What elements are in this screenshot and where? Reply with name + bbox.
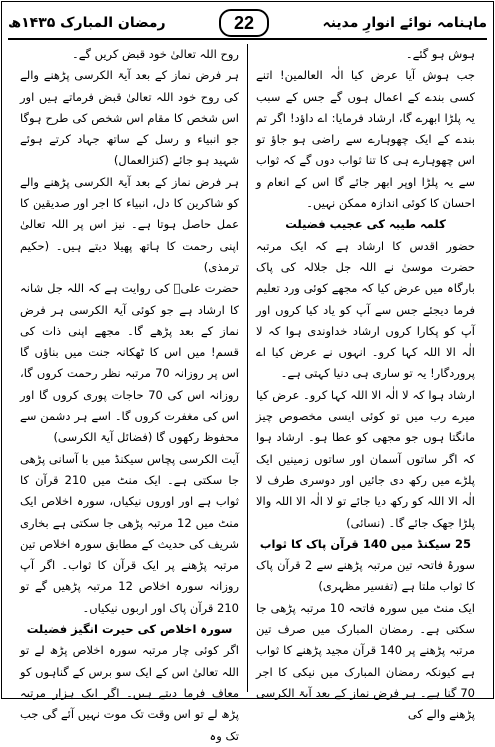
right-column	[248, 44, 483, 722]
paragraph: اگر کوئی چار مرتبہ سورہ اخلاص پڑھ لے تو اللہ تعالیٰ اس کے ایک سو برس کے گناہوں کو معاف فرما دیتے ہیں۔ اگر ایک ہزار مرتبہ پڑھ لے تو اس وقت تک موت نہیں آئے گی جب تک وہ	[20, 643, 239, 743]
paragraph: ہر فرض نماز کے بعد آیۃ الکرسی پڑھنے والے کی روح خود اللہ تعالیٰ قبض فرماتے ہیں اور اس شخص کا مقام اس شخص کی طرح ہوگا جو انبیاء و رسل کے ساتھ جہاد کرتے ہوئے شہید ہو جائے (کنزالعمال)	[20, 68, 239, 168]
paragraph: حضرت علیؓ کی روایت ہے کہ اللہ جل شانہ کا ارشاد ہے جو کوئی آیۃ الکرسی ہر فرض نماز کے بعد پڑھے گا۔ مجھے اپنی ذات کی قسم! میں اس کا ٹھکانہ جنت میں بناؤں گا اس پر روزانہ 70 مرتبہ نظر رحمت کروں گا، روزانہ اس کی 70 حاجات پوری کروں گا اور اس کی مغفرت کروں گا۔ اسے ہر دشمن سے محفوظ رکھوں گا (فضائل آیۃ الکرسی)	[20, 281, 239, 445]
paragraph: سورۂ فاتحہ تین مرتبہ پڑھنے سے 2 قرآن پاک کا ثواب ملتا ہے (تفسیر مظہری)	[256, 558, 475, 594]
page-header	[8, 8, 487, 40]
left-column	[12, 44, 247, 743]
paragraph: جب ہوش آیا عرض کیا الٰہ العالمین! اتنے کسی بندے کے اعمال ہوں گے جس کے سبب یہ پلڑا ابھرے گا، ارشاد فرمایا: اے داؤد! اگر تم بندے کے ایک چھوہارے سے راضی ہو جاؤ تو اس چھوہارے ہی کا تنا ثواب دوں گے کہ ثواب سے یہ پلڑا اوپر ابھر جائے گا اس کے انعام و احسان کا کوئی اندازہ ممکن نہیں۔	[256, 68, 475, 211]
paragraph: ارشاد ہوا کہ لا الٰہ الا اللہ کہا کرو۔ عرض کیا میرے رب میں تو کوئی ایسی مخصوص چیز مانگتا ہوں جو مجھی کو عطا ہو۔ ارشاد ہوا کہ اگر ساتوں آسمان اور ساتوں زمینیں ایک پلڑے میں رکھ دی جائیں اور دوسری طرف لا الٰہ الا اللہ کو رکھ دیا جائے تو لا الٰہ الا اللہ والا پلڑا جھک جائے گا۔ (نسائی)	[256, 387, 475, 530]
paragraph: حضور اقدس کا ارشاد ہے کہ ایک مرتبہ حضرت موسیٰ نے اللہ جل جلالہ کی پاک بارگاہ میں عرض کیا کہ مجھے کوئی ورد تعلیم فرما دیجئے جس سے آپ کو یاد کیا کروں اور آپ کو پکارا کروں ارشاد خداوندی ہوا کہ لا الٰہ الا اللہ کہا کرو۔ انہوں نے عرض کیا اے پروردگار! یہ تو ساری ہی دنیا کہتی ہے۔	[256, 238, 475, 381]
section-heading: 25 سیکنڈ میں 140 قرآن پاک کا ثواب	[259, 536, 472, 551]
page-body	[12, 44, 483, 743]
section-heading: سورہ اخلاص کی حیرت انگیز فضیلت	[26, 622, 233, 637]
paragraph: آیت الکرسی پچاس سیکنڈ میں با آسانی پڑھی جا سکتی ہے۔ ایک منٹ میں 210 قرآن کا ثواب ہے اور اوروں نیکیاں، سورہ اخلاص ایک منٹ میں 12 مرتبہ پڑھی جا سکتی ہے بخاری شریف کی حدیث کے مطابق سورہ اخلاص تین مرتبہ پڑھنے پر ایک قرآن کا ثواب۔ اگر آپ روزانہ سورہ اخلاص 12 مرتبہ پڑھیں گے تو 210 قرآن پاک اور اربوں نیکیاں۔	[20, 451, 239, 615]
issue-date: رمضان المبارک ۱۴۳۵ھ	[8, 15, 166, 31]
section-heading: کلمہ طیبہ کی عجیب فضیلت	[285, 217, 446, 232]
page-number: 22	[219, 9, 269, 37]
paragraph: ہوش ہو گئے۔	[405, 47, 475, 61]
paragraph: ہر فرض نماز کے بعد آیۃ الکرسی پڑھنے والے کو شاکرین کا دل، انبیاء کا اجر اور صدیقین کا عمل حاصل ہوتا ہے۔ نیز اس پر اللہ تعالیٰ اپنی رحمت کا ہاتھ پھیلا دیتے ہیں۔ (حکیم ترمذی)	[20, 174, 239, 274]
magazine-page	[1, 1, 494, 743]
paragraph: روح اللہ تعالیٰ خود قبض کریں گے۔	[71, 47, 239, 61]
paragraph: ایک منٹ میں سورہ فاتحہ 10 مرتبہ پڑھی جا سکتی ہے۔ رمضان المبارک میں صرف تین مرتبہ پڑھنے پر 140 قرآن مجید پڑھنے کا ثواب ہے کیونکہ رمضان المبارک میں نیکی کا اجر 70 گنا ہے۔ ہر فرض نماز کے بعد آیۃ الکرسی پڑھنے والے کی	[256, 600, 476, 722]
magazine-title: ماہنامہ نوائے انوارِ مدینہ	[322, 15, 487, 31]
